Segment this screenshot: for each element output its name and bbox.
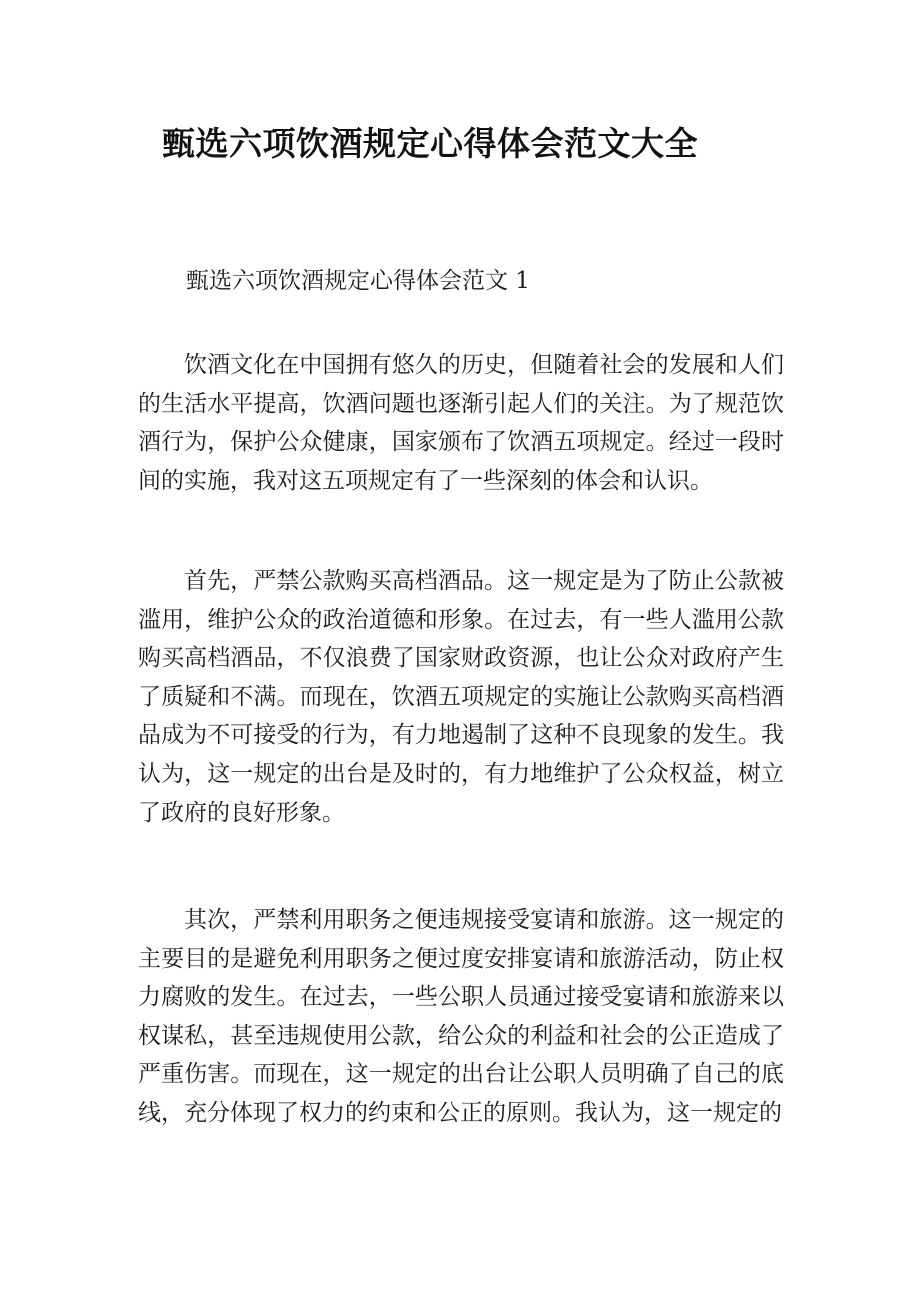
- section-heading: 甄选六项饮酒规定心得体会范文 1: [186, 268, 530, 294]
- paragraph-1: 饮酒文化在中国拥有悠久的历史，但随着社会的发展和人们的生活水平提高，饮酒问题也逐渐引起人们的关注。为了规范饮酒行为，保护公众健康，国家颁布了饮酒五项规定。经过一段时间的实施，我对这五项规定有了一些深刻的体会和认识。: [138, 352, 784, 494]
- document-title: 甄选六项饮酒规定心得体会范文大全: [162, 124, 698, 163]
- paragraph-3: 其次，严禁利用职务之便违规接受宴请和旅游。这一规定的主要目的是避免利用职务之便过度安排宴请和旅游活动，防止权力腐败的发生。在过去，一些公职人员通过接受宴请和旅游来以权谋私，甚至违规使用公款，给公众的利益和社会的公正造成了严重伤害。而现在，这一规定的出台让公职人员明确了自己的底线，充分体现了权力的约束和公正的原则。我认为，这一规定的: [138, 907, 784, 1126]
- paragraph-2: 首先，严禁公款购买高档酒品。这一规定是为了防止公款被滥用，维护公众的政治道德和形象。在过去，有一些人滥用公款购买高档酒品，不仅浪费了国家财政资源，也让公众对政府产生了质疑和不满。而现在，饮酒五项规定的实施让公款购买高档酒品成为不可接受的行为，有力地遏制了这种不良现象的发生。我认为，这一规定的出台是及时的，有力地维护了公众权益，树立了政府的良好形象。: [138, 568, 784, 826]
